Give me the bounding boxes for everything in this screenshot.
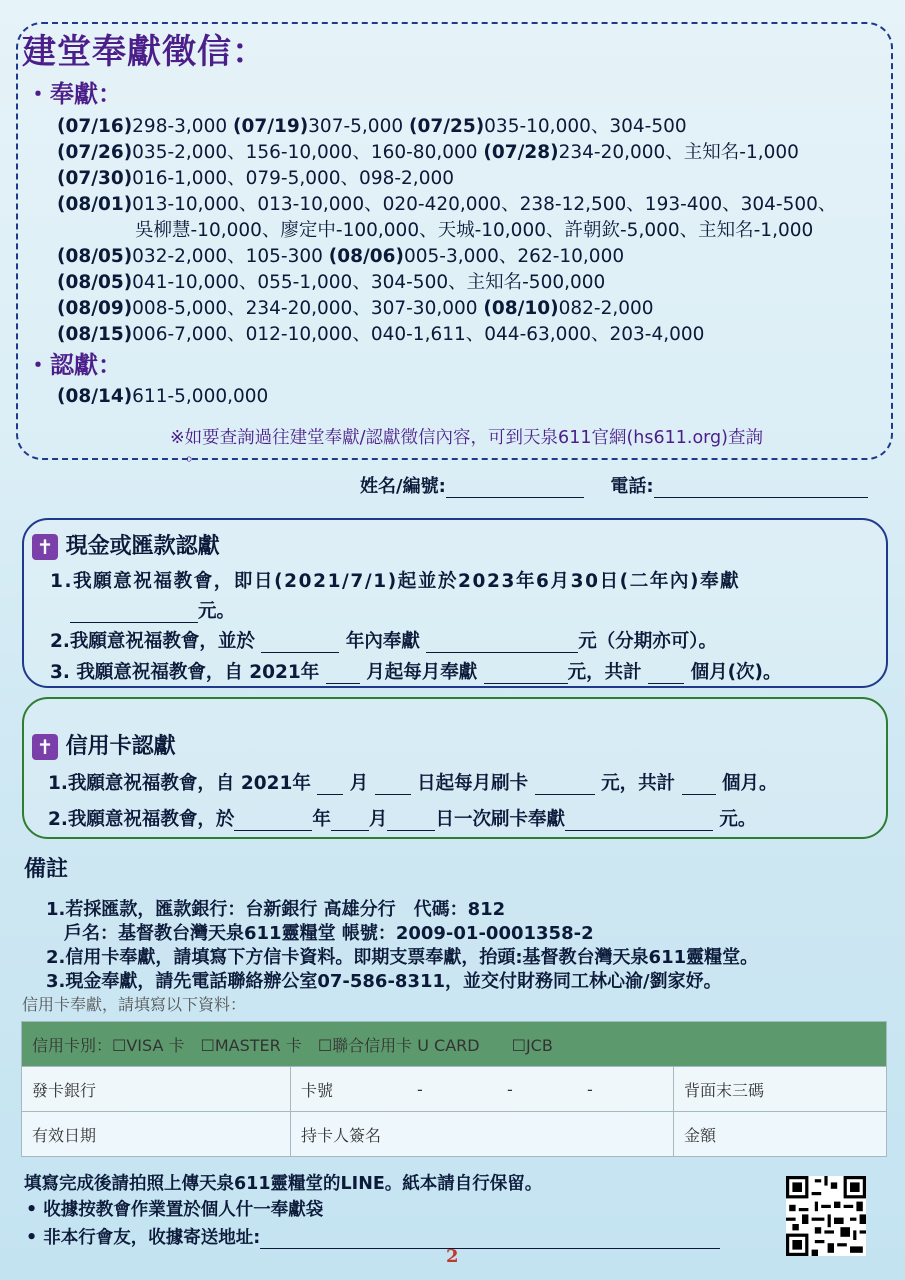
card-number-sep-2: -: [497, 1067, 577, 1112]
offering-amounts: 008-5,000、234-20,000、307-30,000: [132, 298, 484, 319]
cash-monthly-field[interactable]: [484, 665, 568, 684]
offering-amounts: 234-20,000、主知名-1,000: [558, 142, 799, 163]
card-monthly-field[interactable]: [535, 776, 595, 795]
cc-intro: 信用卡奉獻，請填寫以下資料：: [22, 995, 247, 1014]
amount-cell[interactable]: 金額: [674, 1112, 887, 1157]
card-l1b: 月: [349, 773, 369, 794]
card-year-field[interactable]: [234, 812, 312, 831]
offering-amounts: 006-7,000、012-10,000、040-1,611、044-63,000、203-4,000: [132, 324, 705, 345]
offering-amounts: 032-2,000、105-300: [132, 246, 329, 267]
card-number-sep-1: -: [407, 1067, 497, 1112]
card-day-field[interactable]: [375, 776, 411, 795]
card-l1e: 個月。: [722, 773, 778, 794]
offering-amounts: 016-1,000、079-5,000、098-2,000: [132, 168, 455, 189]
cash-line-1: 1.我願意祝福教會，即日(2021/7/1)起並於2023年6月30日(二年內)奉獻: [50, 571, 741, 592]
offering-date: (08/01): [57, 194, 133, 215]
offering-date: (08/09): [57, 298, 133, 319]
card-l2e: 元。: [719, 809, 757, 830]
phone-field[interactable]: [654, 479, 868, 498]
contact-fields: [360, 472, 868, 498]
cash-line-1b: [70, 597, 235, 623]
upload-instruction: 填寫完成後請拍照上傳天泉611靈糧堂的LINE。紙本請自行保留。: [24, 1174, 543, 1194]
card-l1d: 元，共計: [601, 773, 676, 794]
pledge-heading: ・認獻：: [26, 351, 122, 379]
cash-amount-field[interactable]: [70, 604, 198, 623]
cash-pledge-title: [32, 529, 220, 560]
card-once-day-field[interactable]: [387, 812, 435, 831]
offering-amounts: 005-3,000、262-10,000: [403, 246, 625, 267]
card-type-row[interactable]: 信用卡別：☐VISA 卡 ☐MASTER 卡 ☐聯合信用卡 U CARD ☐JCB: [22, 1022, 887, 1067]
offering-date: (07/19): [233, 116, 309, 137]
cash-line-2: [50, 627, 717, 653]
remark-1: 1.若採匯款，匯款銀行：台新銀行 高雄分行 代碼：812: [46, 899, 506, 920]
offering-amounts: 035-10,000、304-500: [484, 116, 687, 137]
cash-l3c: 元，共計: [567, 662, 642, 683]
cash-title-text: 現金或匯款認獻: [65, 534, 220, 559]
cash-total-field[interactable]: [426, 634, 578, 653]
card-pledge-title: [32, 729, 176, 760]
offering-heading: ・奉獻：: [26, 80, 122, 108]
phone-label: 電話:: [610, 476, 654, 497]
offering-line: [57, 244, 836, 270]
card-l2b: 年: [312, 809, 331, 830]
offering-line: [57, 140, 836, 166]
offering-amounts: 吳柳慧-10,000、廖定中-100,000、天城-10,000、許朝欽-5,000、主知名-1,000: [135, 220, 814, 241]
offering-date: (08/05): [57, 246, 133, 267]
archive-note: ※如要查詢過往建堂奉獻/認獻徵信內容，可到天泉611官網(hs611.org)查詢: [170, 428, 763, 448]
offering-line: [57, 296, 836, 322]
offering-line: [57, 218, 836, 244]
mailing-label: • 非本行會友，收據寄送地址:: [26, 1228, 261, 1248]
offering-date: (07/25): [409, 116, 485, 137]
card-l2c: 月: [368, 809, 388, 830]
remark-3: 3.現金奉獻，請先電話聯絡辦公室07-586-8311，並交付財務同工林心渝/劉家妤。: [46, 971, 722, 992]
pledge-date: (08/14): [57, 386, 133, 407]
cash-count-field[interactable]: [648, 665, 684, 684]
cash-l2a: 2.我願意祝福教會，並於: [50, 631, 255, 652]
archive-note-tail: 。: [186, 445, 203, 465]
offering-line: [57, 322, 836, 348]
card-l2d: 日一次刷卡奉獻: [435, 809, 565, 830]
card-number-cell[interactable]: 卡號: [291, 1067, 408, 1112]
page-number: 2: [446, 1246, 459, 1267]
offering-amounts: 041-10,000、055-1,000、304-500、主知名-500,000: [132, 272, 606, 293]
expiry-cell[interactable]: 有效日期: [22, 1112, 291, 1157]
cross-icon: ✝: [32, 534, 58, 560]
card-once-month-field[interactable]: [331, 812, 369, 831]
cvv-cell[interactable]: 背面末三碼: [674, 1067, 887, 1112]
signature-cell[interactable]: 持卡人簽名: [291, 1112, 674, 1157]
page-title: 建堂奉獻徵信：: [22, 32, 267, 72]
cash-month-field[interactable]: [326, 665, 360, 684]
card-l2a: 2.我願意祝福教會，於: [48, 809, 235, 830]
remark-1b: 戶名：基督教台灣天泉611靈糧堂 帳號：2009-01-0001358-2: [64, 923, 594, 944]
offering-amounts: 035-2,000、156-10,000、160-80,000: [132, 142, 484, 163]
card-number-sep-3: -: [577, 1067, 674, 1112]
mailing-address-field[interactable]: [260, 1230, 720, 1249]
offering-date: (07/16): [57, 116, 133, 137]
offering-list: [57, 114, 836, 348]
credit-card-table: [21, 1021, 887, 1157]
card-once-amount-field[interactable]: [565, 812, 713, 831]
cash-l2b: 年內奉獻: [345, 631, 420, 652]
receipt-note: • 收據按教會作業置於個人什一奉獻袋: [26, 1200, 324, 1220]
cash-l3d: 個月(次)。: [690, 662, 782, 683]
offering-line: [57, 192, 836, 218]
cross-icon: ✝: [32, 734, 58, 760]
issuing-bank-cell[interactable]: 發卡銀行: [22, 1067, 291, 1112]
name-label: 姓名/編號:: [360, 476, 446, 497]
offering-date: (07/28): [483, 142, 559, 163]
offering-date: (07/30): [57, 168, 133, 189]
offering-date: (08/15): [57, 324, 133, 345]
cash-unit: 元。: [198, 601, 236, 622]
cash-l2c: 元（分期亦可）。: [578, 631, 718, 652]
offering-date: (08/05): [57, 272, 133, 293]
pledge-value: 611-5,000,000: [132, 386, 269, 407]
card-l1c: 日起每月刷卡: [417, 773, 529, 794]
remark-2: 2.信用卡奉獻，請填寫下方信卡資料。即期支票奉獻，抬頭:基督教台灣天泉611靈糧堂。: [46, 947, 759, 968]
card-month-field[interactable]: [317, 776, 343, 795]
offering-line: [57, 166, 836, 192]
card-line-2: [48, 805, 756, 831]
card-l1a: 1.我願意祝福教會，自 2021年: [48, 773, 311, 794]
offering-amounts: 298-3,000: [132, 116, 233, 137]
card-line-1: [48, 769, 778, 795]
remarks-title: 備註: [24, 857, 69, 882]
offering-amounts: 082-2,000: [558, 298, 654, 319]
offering-line: [57, 114, 836, 140]
offering-amounts: 013-10,000、013-10,000、020-420,000、238-12,500、193-400、304-500、: [132, 194, 837, 215]
cash-l3a: 3. 我願意祝福教會，自 2021年: [50, 662, 320, 683]
offering-date: (08/06): [328, 246, 404, 267]
offering-amounts: 307-5,000: [308, 116, 409, 137]
cash-years-field[interactable]: [261, 634, 339, 653]
name-field[interactable]: [446, 479, 584, 498]
card-title-text: 信用卡認獻: [65, 734, 176, 759]
mailing-address: [26, 1224, 720, 1249]
card-count-field[interactable]: [682, 776, 716, 795]
line-qr-code[interactable]: [786, 1176, 866, 1256]
cash-line-3: [50, 658, 782, 684]
offering-line: [57, 270, 836, 296]
offering-date: (08/10): [483, 298, 559, 319]
cash-l3b: 月起每月奉獻: [366, 662, 478, 683]
offering-date: (07/26): [57, 142, 133, 163]
pledge-entry: [57, 384, 268, 410]
